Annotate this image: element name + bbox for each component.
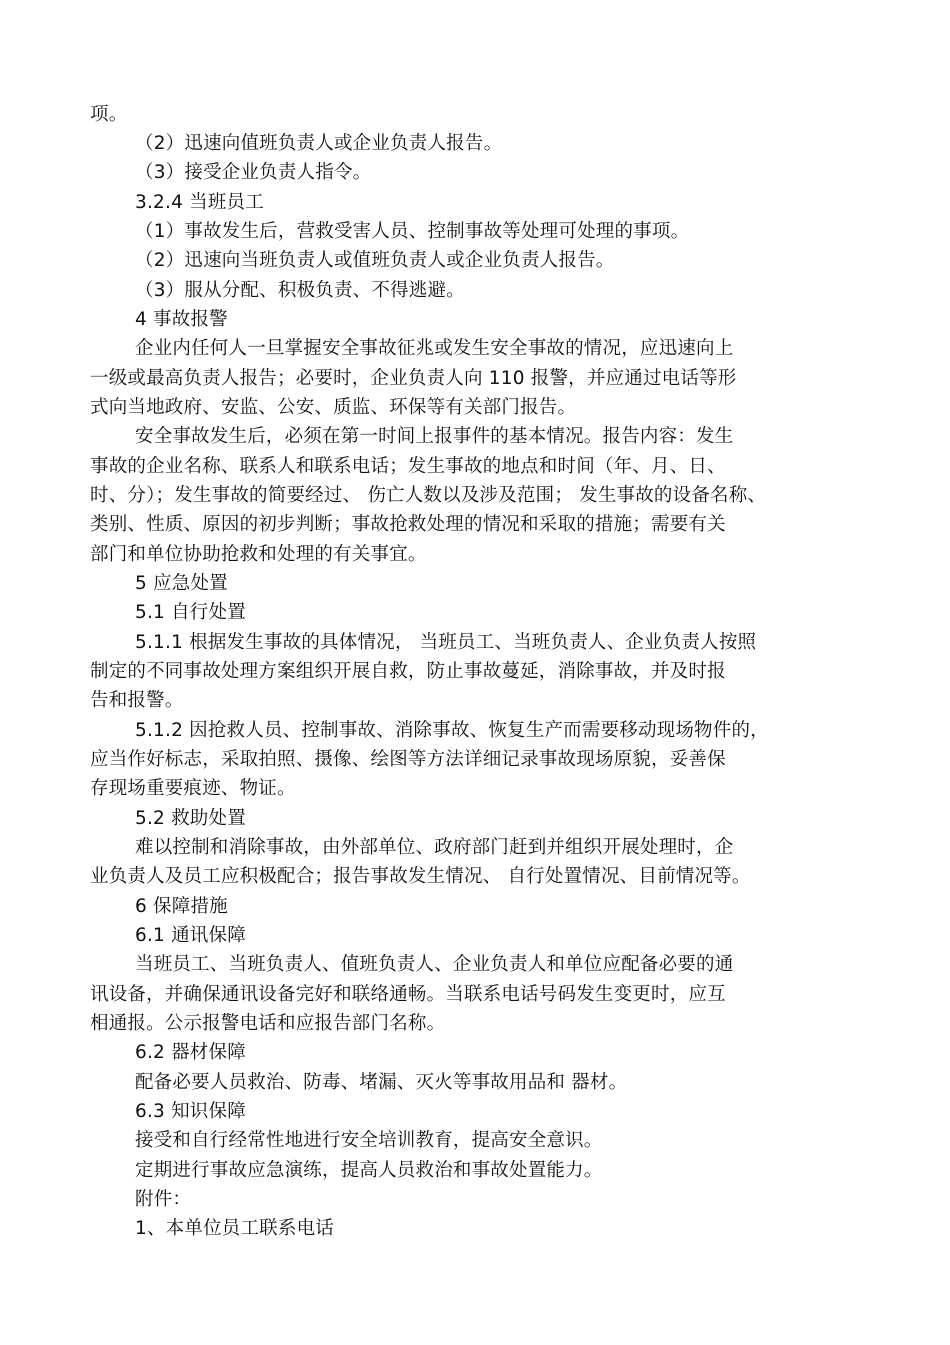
text-line: 相通报。公示报警电话和应报告部门名称。 (90, 1013, 446, 1034)
text-line: 安全事故发生后，必须在第一时间上报事件的基本情况。报告内容：发生 (135, 426, 734, 447)
text-line: 式向当地政府、安监、公安、质监、环保等有关部门报告。 (90, 397, 577, 418)
text-line: 附件： (135, 1189, 192, 1210)
text-line: 时、分）；发生事故的简要经过、 伤亡人数以及涉及范围； 发生事故的设备名称、 (90, 485, 767, 506)
text-line: （3）接受企业负责人指令。 (135, 162, 372, 183)
section-heading: 6.2 器材保障 (135, 1042, 246, 1063)
section-heading: 5.1 自行处置 (135, 602, 246, 623)
text-line: 应当作好标志，采取拍照、摄像、绘图等方法详细记录事故现场原貌，妥善保 (90, 749, 726, 770)
text-line: （3）服从分配、积极负责、不得逃避。 (135, 280, 465, 301)
text-line: 部门和单位协助抢救和处理的有关事宜。 (90, 544, 427, 565)
text-line: 5.1.2 因抢救人员、控制事故、消除事故、恢复生产而需要移动现场物件的， (135, 720, 769, 741)
text-line: 业负责人及员工应积极配合；报告事故发生情况、 自行处置情况、目前情况等。 (90, 866, 751, 887)
text-line: 5.1.1 根据发生事故的具体情况， 当班员工、当班负责人、企业负责人按照 (135, 632, 757, 653)
text-line: 项。 (90, 104, 128, 125)
text-line: （1）事故发生后，营救受害人员、控制事故等处理可处理的事项。 (135, 221, 690, 242)
text-line: 难以控制和消除事故，由外部单位、政府部门赶到并组织开展处理时，企 (135, 837, 734, 858)
text-line: 存现场重要痕迹、物证。 (90, 778, 296, 799)
text-line: （2）迅速向当班负责人或值班负责人或企业负责人报告。 (135, 250, 615, 271)
section-heading: 5 应急处置 (135, 573, 228, 594)
section-heading: 3.2.4 当班员工 (135, 192, 264, 213)
section-heading: 6 保障措施 (135, 896, 228, 917)
text-line: 事故的企业名称、联系人和联系电话；发生事故的地点和时间（年、月、日、 (90, 456, 726, 477)
text-line: （2）迅速向值班负责人或企业负责人报告。 (135, 133, 503, 154)
text-line: 配备必要人员救治、防毒、堵漏、灭火等事故用品和 器材。 (135, 1072, 628, 1093)
text-line: 1、本单位员工联系电话 (135, 1218, 334, 1239)
text-line: 制定的不同事故处理方案组织开展自救，防止事故蔓延，消除事故，并及时报 (90, 661, 726, 682)
text-line: 定期进行事故应急演练，提高人员救治和事故处置能力。 (135, 1160, 603, 1181)
text-line: 讯设备，并确保通讯设备完好和联络通畅。当联系电话号码发生变更时，应互 (90, 984, 726, 1005)
text-line: 告和报警。 (90, 690, 184, 711)
text-line: 当班员工、当班负责人、值班负责人、企业负责人和单位应配备必要的通 (135, 954, 734, 975)
section-heading: 4 事故报警 (135, 309, 228, 330)
text-line: 类别、性质、原因的初步判断；事故抢救处理的情况和采取的措施；需要有关 (90, 514, 726, 535)
text-line: 一级或最高负责人报告；必要时，企业负责人向 110 报警，并应通过电话等形 (90, 368, 737, 389)
text-line: 接受和自行经常性地进行安全培训教育，提高安全意识。 (135, 1130, 603, 1151)
section-heading: 6.3 知识保障 (135, 1101, 246, 1122)
text-line: 企业内任何人一旦掌握安全事故征兆或发生安全事故的情况，应迅速向上 (135, 338, 734, 359)
section-heading: 6.1 通讯保障 (135, 925, 246, 946)
section-heading: 5.2 救助处置 (135, 808, 246, 829)
